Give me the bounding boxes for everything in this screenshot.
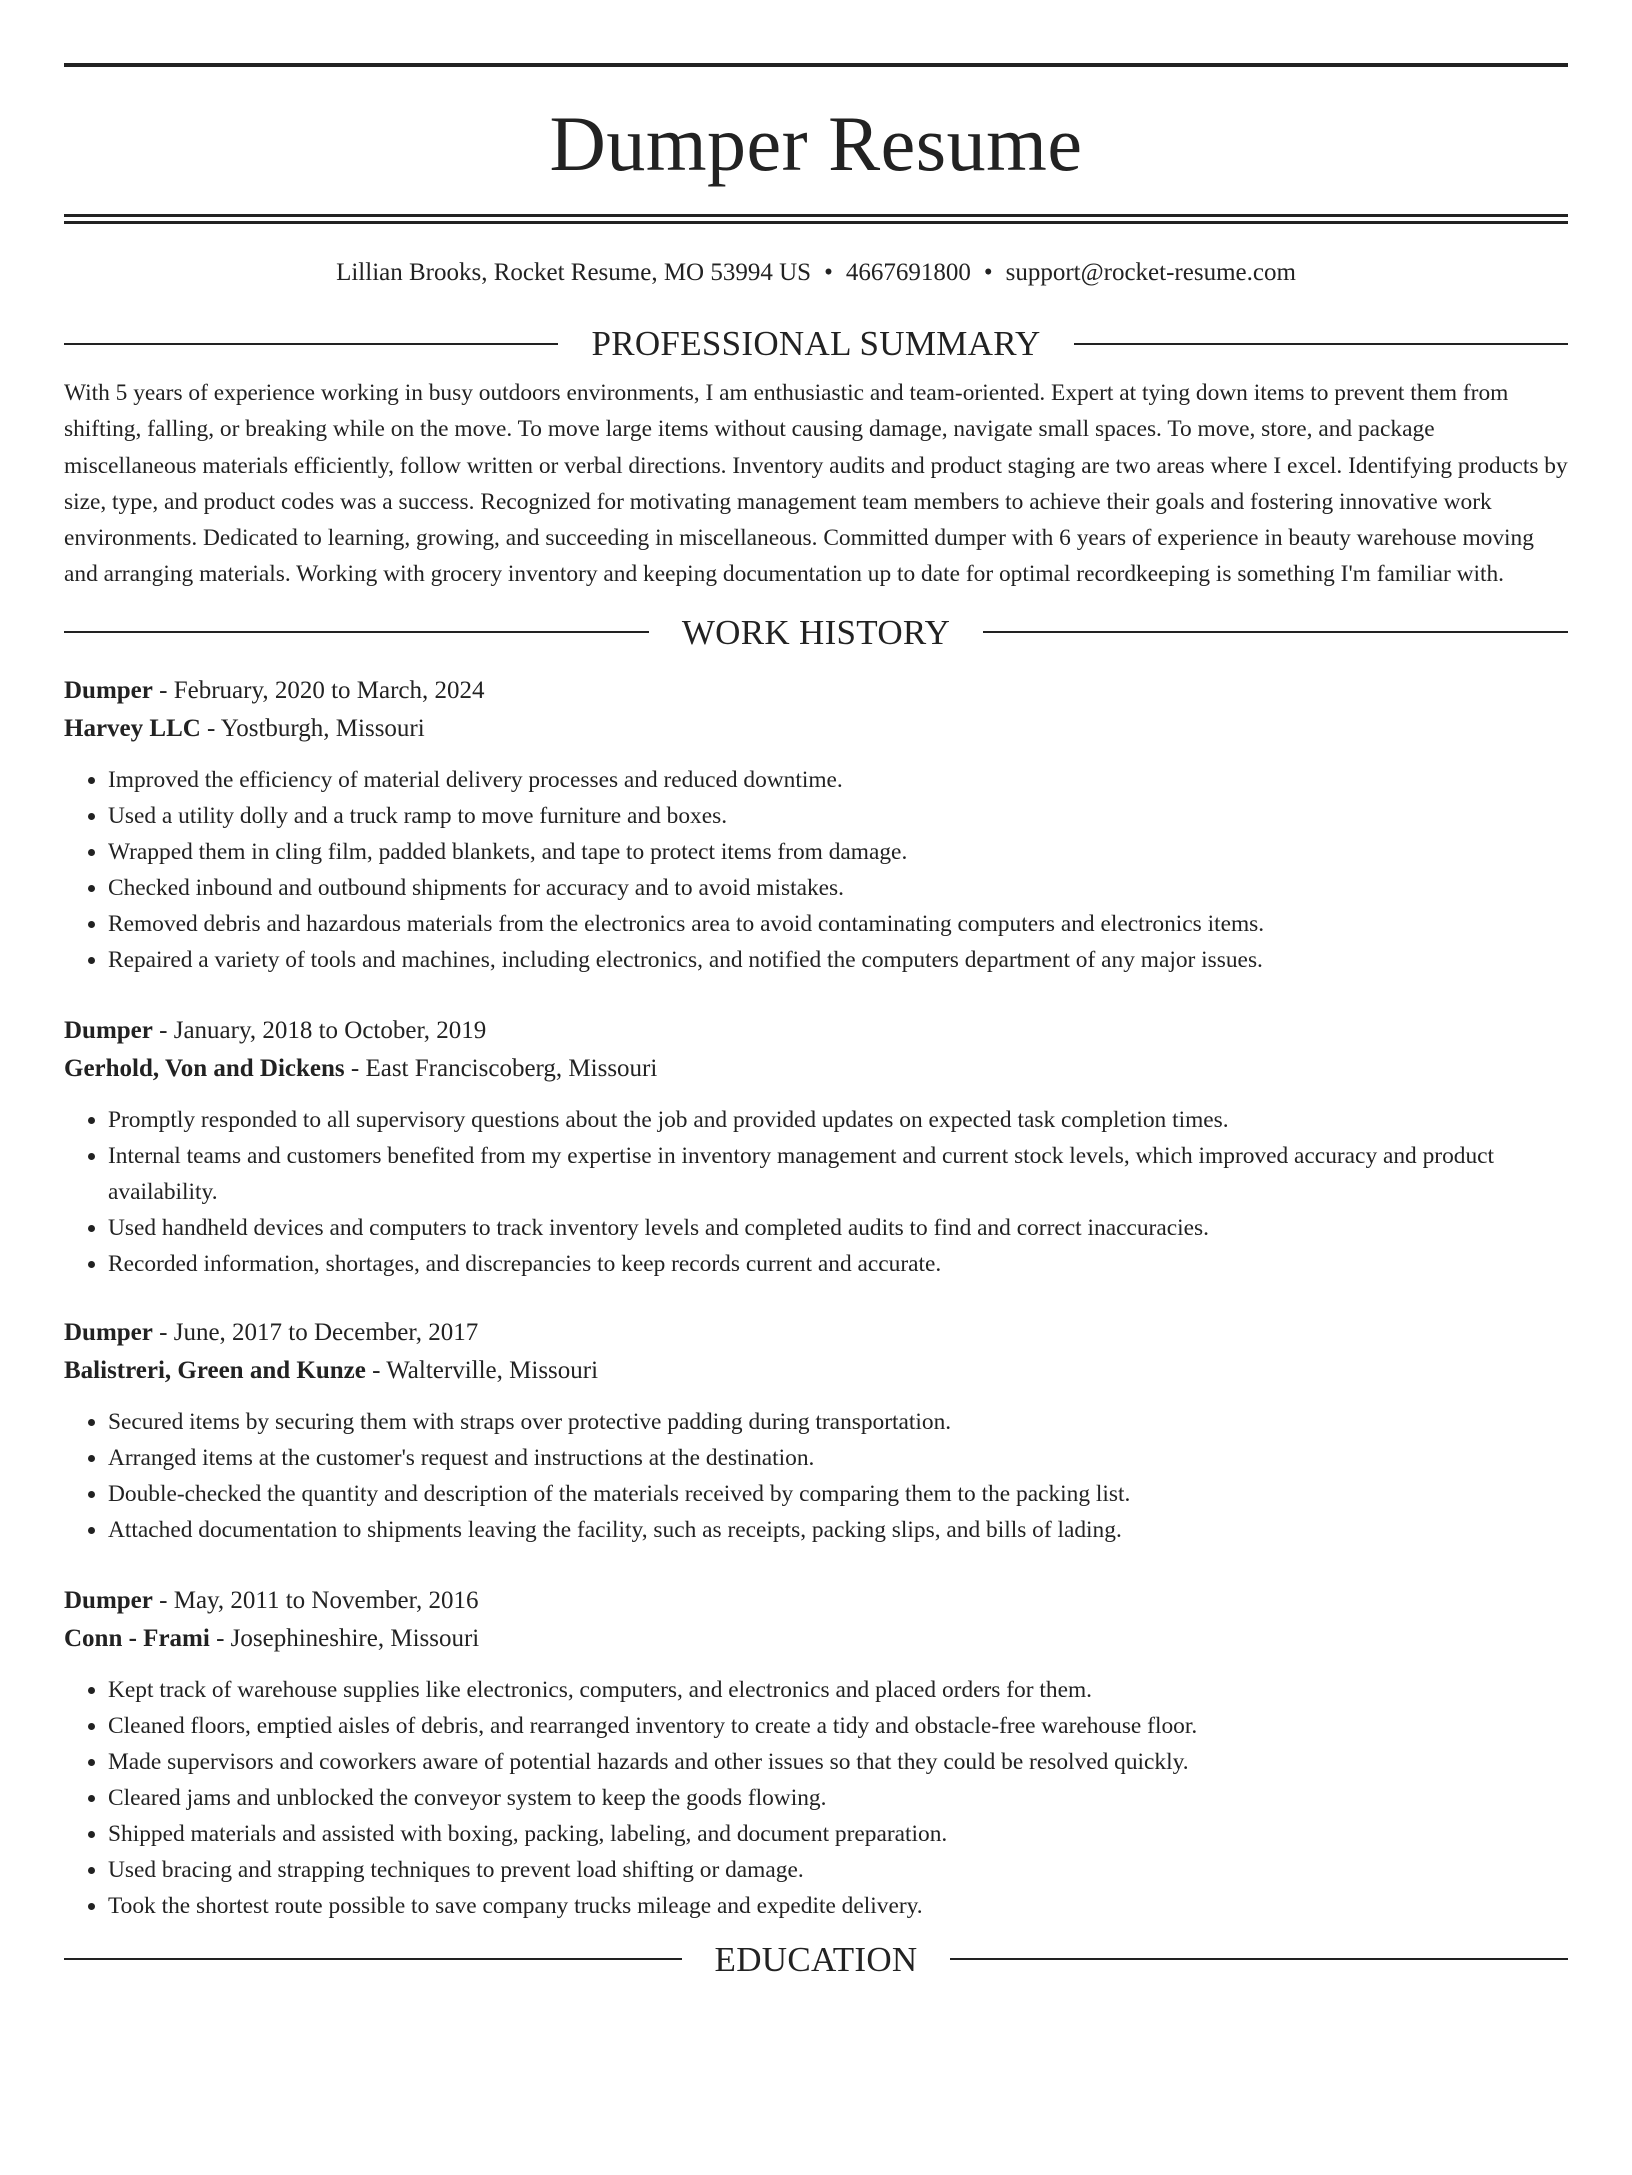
job-location: - Walterville, Missouri	[365, 1356, 599, 1384]
section-heading-education	[64, 1939, 1568, 1979]
contact-email: support@rocket-resume.com	[1005, 259, 1296, 286]
job-entry	[64, 1582, 1568, 1924]
heading-rule	[983, 631, 1568, 633]
title-double-rule	[64, 214, 1568, 224]
job-dates: - February, 2020 to March, 2024	[152, 676, 485, 704]
contact-address: Lillian Brooks, Rocket Resume, MO 53994 US	[336, 259, 812, 286]
section-heading-work	[64, 612, 1568, 652]
list-item: • Promptly responded to all supervisory questions about the job and provided updates on expected task completion times.	[108, 1102, 1568, 1138]
list-item: • Took the shortest route possible to save company trucks mileage and expedite delivery.	[108, 1888, 1568, 1924]
job-title-line	[64, 1582, 1568, 1620]
list-item: • Made supervisors and coworkers aware of potential hazards and other issues so that they could be resolved quickly.	[108, 1744, 1568, 1780]
list-item: • Recorded information, shortages, and discrepancies to keep records current and accurate.	[108, 1246, 1568, 1282]
list-item: • Attached documentation to shipments leaving the facility, such as receipts, packing slips, and bills of lading.	[108, 1512, 1568, 1548]
list-item: • Used a utility dolly and a truck ramp to move furniture and boxes.	[108, 798, 1568, 834]
job-dates: - June, 2017 to December, 2017	[152, 1318, 479, 1346]
job-company-line	[64, 710, 1568, 748]
job-location: - Josephineshire, Missouri	[209, 1624, 480, 1652]
section-heading-summary	[64, 326, 1568, 361]
job-title-line	[64, 672, 1568, 710]
list-item: • Used handheld devices and computers to track inventory levels and completed audits to find and correct inaccuracies.	[108, 1210, 1568, 1246]
job-company: Harvey LLC	[64, 714, 201, 742]
job-title-line	[64, 1012, 1568, 1050]
contact-separator: •	[983, 259, 993, 286]
job-location: - East Franciscoberg, Missouri	[344, 1054, 658, 1082]
job-title: Dumper	[64, 1586, 153, 1614]
heading-rule	[950, 1958, 1568, 1960]
job-dates: - January, 2018 to October, 2019	[152, 1016, 487, 1044]
job-title: Dumper	[64, 1318, 153, 1346]
section-heading-label: WORK HISTORY	[681, 612, 951, 652]
list-item: • Wrapped them in cling film, padded blankets, and tape to protect items from damage.	[108, 834, 1568, 870]
list-item: • Kept track of warehouse supplies like electronics, computers, and electronics and placed orders for them.	[108, 1672, 1568, 1708]
list-item: • Secured items by securing them with straps over protective padding during transportation.	[108, 1404, 1568, 1440]
section-heading-label: EDUCATION	[714, 1939, 918, 1979]
contact-phone: 4667691800	[845, 259, 971, 286]
list-item: • Internal teams and customers benefited from my expertise in inventory management and current stock levels, which improved accuracy and product availability.	[108, 1138, 1568, 1210]
job-title: Dumper	[64, 1016, 153, 1044]
job-company-line	[64, 1352, 1568, 1390]
job-dates: - May, 2011 to November, 2016	[152, 1586, 479, 1614]
job-bullets	[64, 1102, 1568, 1282]
heading-rule	[64, 343, 558, 345]
job-company: Balistreri, Green and Kunze	[64, 1356, 366, 1384]
job-company: Gerhold, Von and Dickens	[64, 1054, 345, 1082]
professional-summary: With 5 years of experience working in busy outdoors environments, I am enthusiastic and team-oriented. Expert at tying down items to prevent them from shifting, falling, or breaking while on the move. To move large items without causing damage, navigate small spaces. To move, store, and package miscellaneous materials efficiently, follow written or verbal directions. Inventory audits and product staging are two areas where I excel. Identifying products by size, type, and product codes was a success. Recognized for motivating management team members to achieve their goals and fostering innovative work environments. Dedicated to learning, growing, and succeeding in miscellaneous. Committed dumper with 6 years of experience in beauty warehouse moving and arranging materials. Working with grocery inventory and keeping documentation up to date for optimal recordkeeping is something I'm familiar with.	[64, 380, 1568, 588]
list-item: • Repaired a variety of tools and machines, including electronics, and notified the computers department of any major issues.	[108, 942, 1568, 978]
list-item: • Used bracing and strapping techniques to prevent load shifting or damage.	[108, 1852, 1568, 1888]
list-item: • Checked inbound and outbound shipments for accuracy and to avoid mistakes.	[108, 870, 1568, 906]
job-location: - Yostburgh, Missouri	[200, 714, 425, 742]
heading-rule	[1074, 343, 1568, 345]
list-item: • Shipped materials and assisted with boxing, packing, labeling, and document preparation.	[108, 1816, 1568, 1852]
job-entry	[64, 672, 1568, 978]
list-item: • Arranged items at the customer's request and instructions at the destination.	[108, 1440, 1568, 1476]
job-entry	[64, 1012, 1568, 1282]
job-company: Conn - Frami	[64, 1624, 210, 1652]
job-company-line	[64, 1050, 1568, 1088]
list-item: • Cleaned floors, emptied aisles of debris, and rearranged inventory to create a tidy and obstacle-free warehouse floor.	[108, 1708, 1568, 1744]
resume-page	[0, 63, 1632, 2175]
job-bullets	[64, 1404, 1568, 1548]
job-entry	[64, 1314, 1568, 1548]
job-title-line	[64, 1314, 1568, 1352]
heading-rule	[64, 631, 649, 633]
section-heading-label: PROFESSIONAL SUMMARY	[591, 324, 1041, 363]
list-item: • Improved the efficiency of material delivery processes and reduced downtime.	[108, 762, 1568, 798]
list-item: • Cleared jams and unblocked the conveyor system to keep the goods flowing.	[108, 1780, 1568, 1816]
job-bullets	[64, 1672, 1568, 1924]
job-company-line	[64, 1620, 1568, 1658]
contact-line	[64, 258, 1568, 288]
contact-separator: •	[824, 259, 833, 286]
list-item: • Double-checked the quantity and description of the materials received by comparing them to the packing list.	[108, 1476, 1568, 1512]
job-bullets	[64, 762, 1568, 978]
top-rule	[64, 63, 1568, 67]
page-title: Dumper Resume	[549, 100, 1083, 187]
job-title: Dumper	[64, 676, 153, 704]
heading-rule	[64, 1958, 682, 1960]
list-item: • Removed debris and hazardous materials from the electronics area to avoid contaminating computers and electronics items.	[108, 906, 1568, 942]
